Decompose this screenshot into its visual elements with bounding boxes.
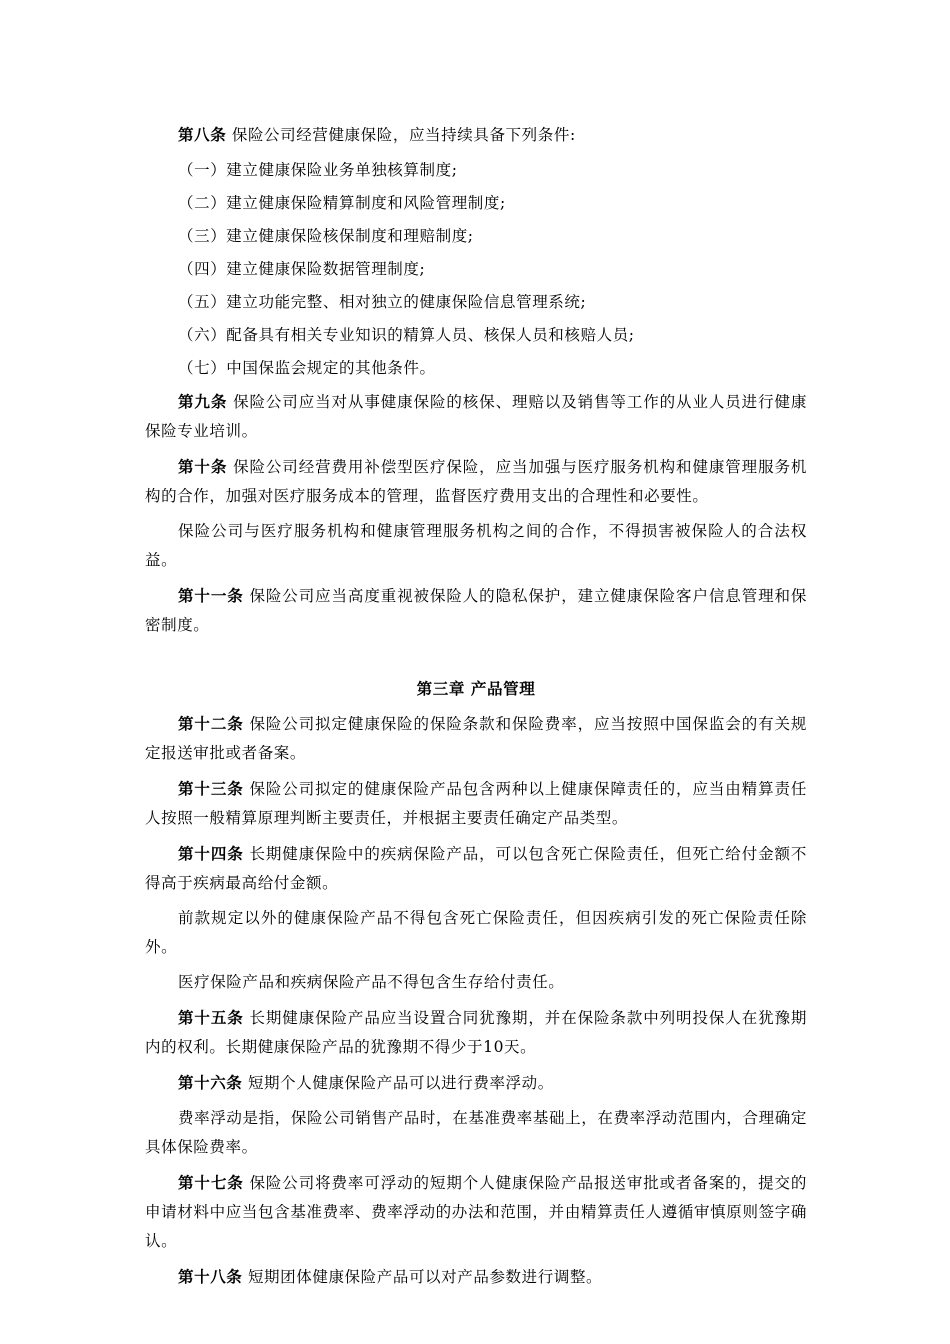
article-text: 保险公司应当高度重视被保险人的隐私保护，建立健康保险客户信息管理和保密制度。 bbox=[145, 587, 808, 634]
article-10 bbox=[145, 452, 807, 511]
article-label: 第十八条 bbox=[178, 1267, 243, 1286]
list-item-text: （七）中国保监会规定的其他条件。 bbox=[178, 359, 436, 377]
article-15 bbox=[145, 1003, 807, 1062]
article-11 bbox=[145, 581, 807, 640]
article-label: 第十条 bbox=[178, 457, 228, 476]
article-text: 短期个人健康保险产品可以进行费率浮动。 bbox=[247, 1074, 554, 1092]
list-item-text: （二）建立健康保险精算制度和风险管理制度; bbox=[178, 194, 506, 212]
list-item bbox=[145, 156, 807, 185]
article-label: 第九条 bbox=[178, 392, 228, 411]
article-label: 第十七条 bbox=[178, 1173, 244, 1192]
list-item-text: （三）建立健康保险核保制度和理赔制度; bbox=[178, 227, 474, 245]
article-label: 第十六条 bbox=[178, 1073, 243, 1092]
article-14 bbox=[145, 839, 807, 898]
list-item bbox=[145, 255, 807, 284]
article-16-paragraph-2 bbox=[145, 1104, 807, 1162]
article-label: 第十五条 bbox=[178, 1008, 244, 1027]
article-text: 保险公司将费率可浮动的短期个人健康保险产品报送审批或者备案的，提交的申请材料中应当包含基准费率、费率浮动的办法和范围，并由精算责任人遵循审慎原则签字确认。 bbox=[145, 1174, 808, 1250]
list-item-text: （四）建立健康保险数据管理制度; bbox=[178, 260, 426, 278]
article-14-paragraph-3 bbox=[145, 968, 807, 997]
list-item bbox=[145, 354, 807, 383]
article-18 bbox=[145, 1262, 807, 1292]
article-8 bbox=[145, 120, 807, 150]
article-text: 长期健康保险产品应当设置合同犹豫期，并在保险条款中列明投保人在犹豫期内的权利。长期健康保险产品的犹豫期不得少于10天。 bbox=[145, 1009, 808, 1056]
article-label: 第十四条 bbox=[178, 844, 244, 863]
list-item-text: （一）建立健康保险业务单独核算制度; bbox=[178, 161, 458, 179]
article-13 bbox=[145, 774, 807, 833]
article-text: 保险公司经营健康保险，应当持续具备下列条件: bbox=[231, 126, 576, 144]
article-text: 短期团体健康保险产品可以对产品参数进行调整。 bbox=[247, 1268, 603, 1286]
article-text: 保险公司应当对从事健康保险的核保、理赔以及销售等工作的从业人员进行健康保险专业培训。 bbox=[145, 393, 807, 440]
list-item bbox=[145, 189, 807, 218]
article-9 bbox=[145, 387, 807, 446]
article-text: 保险公司拟定的健康保险产品包含两种以上健康保障责任的，应当由精算责任人按照一般精算原理判断主要责任，并根据主要责任确定产品类型。 bbox=[145, 780, 808, 827]
list-item bbox=[145, 222, 807, 251]
article-label: 第十二条 bbox=[178, 714, 244, 733]
article-text: 长期健康保险中的疾病保险产品，可以包含死亡保险责任，但死亡给付金额不得高于疾病最高给付金额。 bbox=[145, 845, 808, 892]
paragraph-text: 前款规定以外的健康保险产品不得包含死亡保险责任，但因疾病引发的死亡保险责任除外。 bbox=[145, 909, 807, 956]
list-item-text: （五）建立功能完整、相对独立的健康保险信息管理系统; bbox=[178, 293, 587, 311]
paragraph-text: 医疗保险产品和疾病保险产品不得包含生存给付责任。 bbox=[178, 973, 565, 991]
article-17 bbox=[145, 1168, 807, 1256]
article-label: 第十三条 bbox=[178, 779, 244, 798]
chapter-title: 第三章 产品管理 bbox=[416, 679, 536, 698]
article-16 bbox=[145, 1068, 807, 1098]
list-item-text: （六）配备具有相关专业知识的精算人员、核保人员和核赔人员; bbox=[178, 326, 635, 344]
article-text: 保险公司经营费用补偿型医疗保险，应当加强与医疗服务机构和健康管理服务机构的合作，加强对医疗服务成本的管理，监督医疗费用支出的合理性和必要性。 bbox=[145, 458, 807, 505]
paragraph-text: 费率浮动是指，保险公司销售产品时，在基准费率基础上，在费率浮动范围内，合理确定具体保险费率。 bbox=[145, 1109, 807, 1156]
article-10-paragraph-2 bbox=[145, 517, 807, 575]
document-page bbox=[145, 120, 807, 1298]
list-item bbox=[145, 321, 807, 350]
list-item bbox=[145, 288, 807, 317]
article-label: 第十一条 bbox=[178, 586, 244, 605]
article-label: 第八条 bbox=[178, 125, 227, 144]
article-text: 保险公司拟定健康保险的保险条款和保险费率，应当按照中国保监会的有关规定报送审批或者备案。 bbox=[145, 715, 808, 762]
article-14-paragraph-2 bbox=[145, 904, 807, 962]
paragraph-text: 保险公司与医疗服务机构和健康管理服务机构之间的合作，不得损害被保险人的合法权益。 bbox=[145, 522, 807, 569]
article-12 bbox=[145, 709, 807, 768]
